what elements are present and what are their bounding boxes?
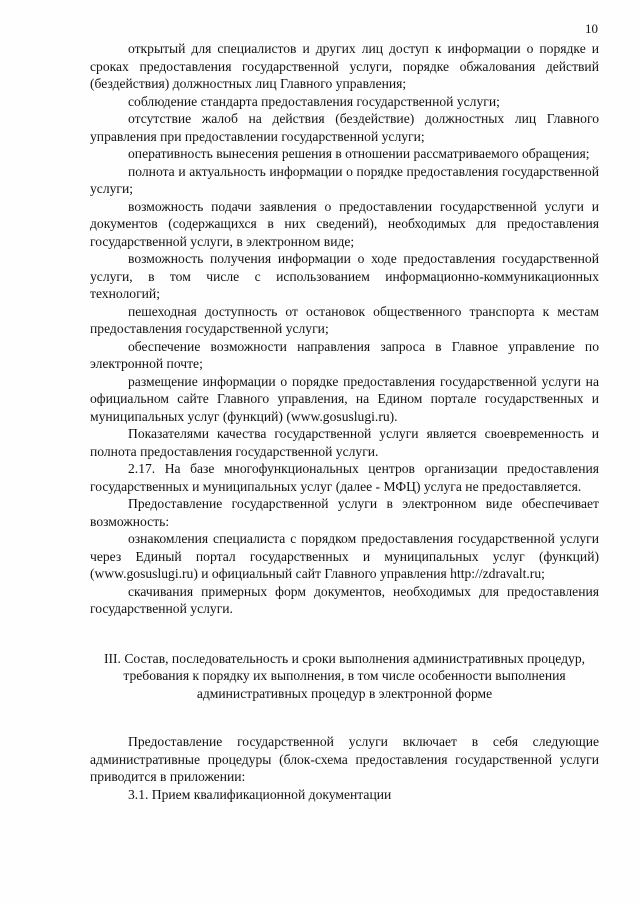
paragraph-standard-compliance: соблюдение стандарта предоставления государственной услуги; <box>128 93 500 109</box>
paragraph-progress-info: возможность получения информации о ходе предоставления государственной услуги, в том числе с использованием информационно-коммуникационных технологий; <box>90 251 599 301</box>
paragraph-email-request: обеспечение возможности направления запроса в Главное управление по электронной почте; <box>90 338 599 371</box>
paragraph-forms-download: скачивания примерных форм документов, необходимых для предоставления государственной услуги. <box>90 583 599 616</box>
paragraph-quality-indicators: Показателями качества государственной услуги является своевременность и полнота предоставления государственной услуги. <box>90 426 599 459</box>
paragraph-procedures-intro: Предоставление государственной услуги включает в себя следующие административные процедуры (блок-схема предоставления государственной услуги приводится в приложении: <box>90 734 599 784</box>
paragraph-transport-access: пешеходная доступность от остановок общественного транспорта к местам предоставления государственной услуги; <box>90 303 599 336</box>
page-number: 10 <box>585 21 598 36</box>
paragraph-access-info: открытый для специалистов и других лиц доступ к информации о порядке и сроках предоставления государственной услуги, порядке обжалования действий (бездействия) должностных лиц Главного управления; <box>90 41 599 91</box>
paragraph-website-info: размещение информации о порядке предоставления государственной услуги на официальном сайте Главного управления, на Едином портале государственных и муниципальных услуг (функций) (www.gosuslugi.ru). <box>90 373 599 424</box>
paragraph-mfc-clause: 2.17. На базе многофункциональных центров организации предоставления государственных и муниципальных услуг (далее - МФЦ) услуга не предоставляется. <box>90 461 599 494</box>
paragraph-info-completeness: полнота и актуальность информации о порядке предоставления государственной услуги; <box>90 163 599 196</box>
paragraph-decision-speed: оперативность вынесения решения в отношении рассматриваемого обращения; <box>128 146 590 161</box>
paragraph-electronic-application: возможность подачи заявления о предоставлении государственной услуги и документов (содержащихся в них сведений), необходимых для предоставления государственной услуги, в электронном виде; <box>90 198 599 249</box>
section-heading: III. Состав, последовательность и сроки выполнения административных процедур, требования к порядку их выполнения, в том числе особенности выполнения административных процедур в электронной форме <box>103 650 586 701</box>
paragraph-item-3-1: 3.1. Прием квалификационной документации <box>128 786 392 802</box>
paragraph-portal-familiarization: ознакомления специалиста с порядком предоставления государственной услуги через Единый портал государственных и муниципальных услуг (функций) (www.gosuslugi.ru) и официальный сайт Главного управления http://zdravalt.ru; <box>90 531 599 581</box>
paragraph-electronic-possibility: Предоставление государственной услуги в электронном виде обеспечивает возможность: <box>90 496 599 529</box>
paragraph-no-complaints: отсутствие жалоб на действия (бездействие) должностных лиц Главного управления при предоставлении государственной услуги; <box>90 111 599 144</box>
document-body <box>90 40 599 803</box>
